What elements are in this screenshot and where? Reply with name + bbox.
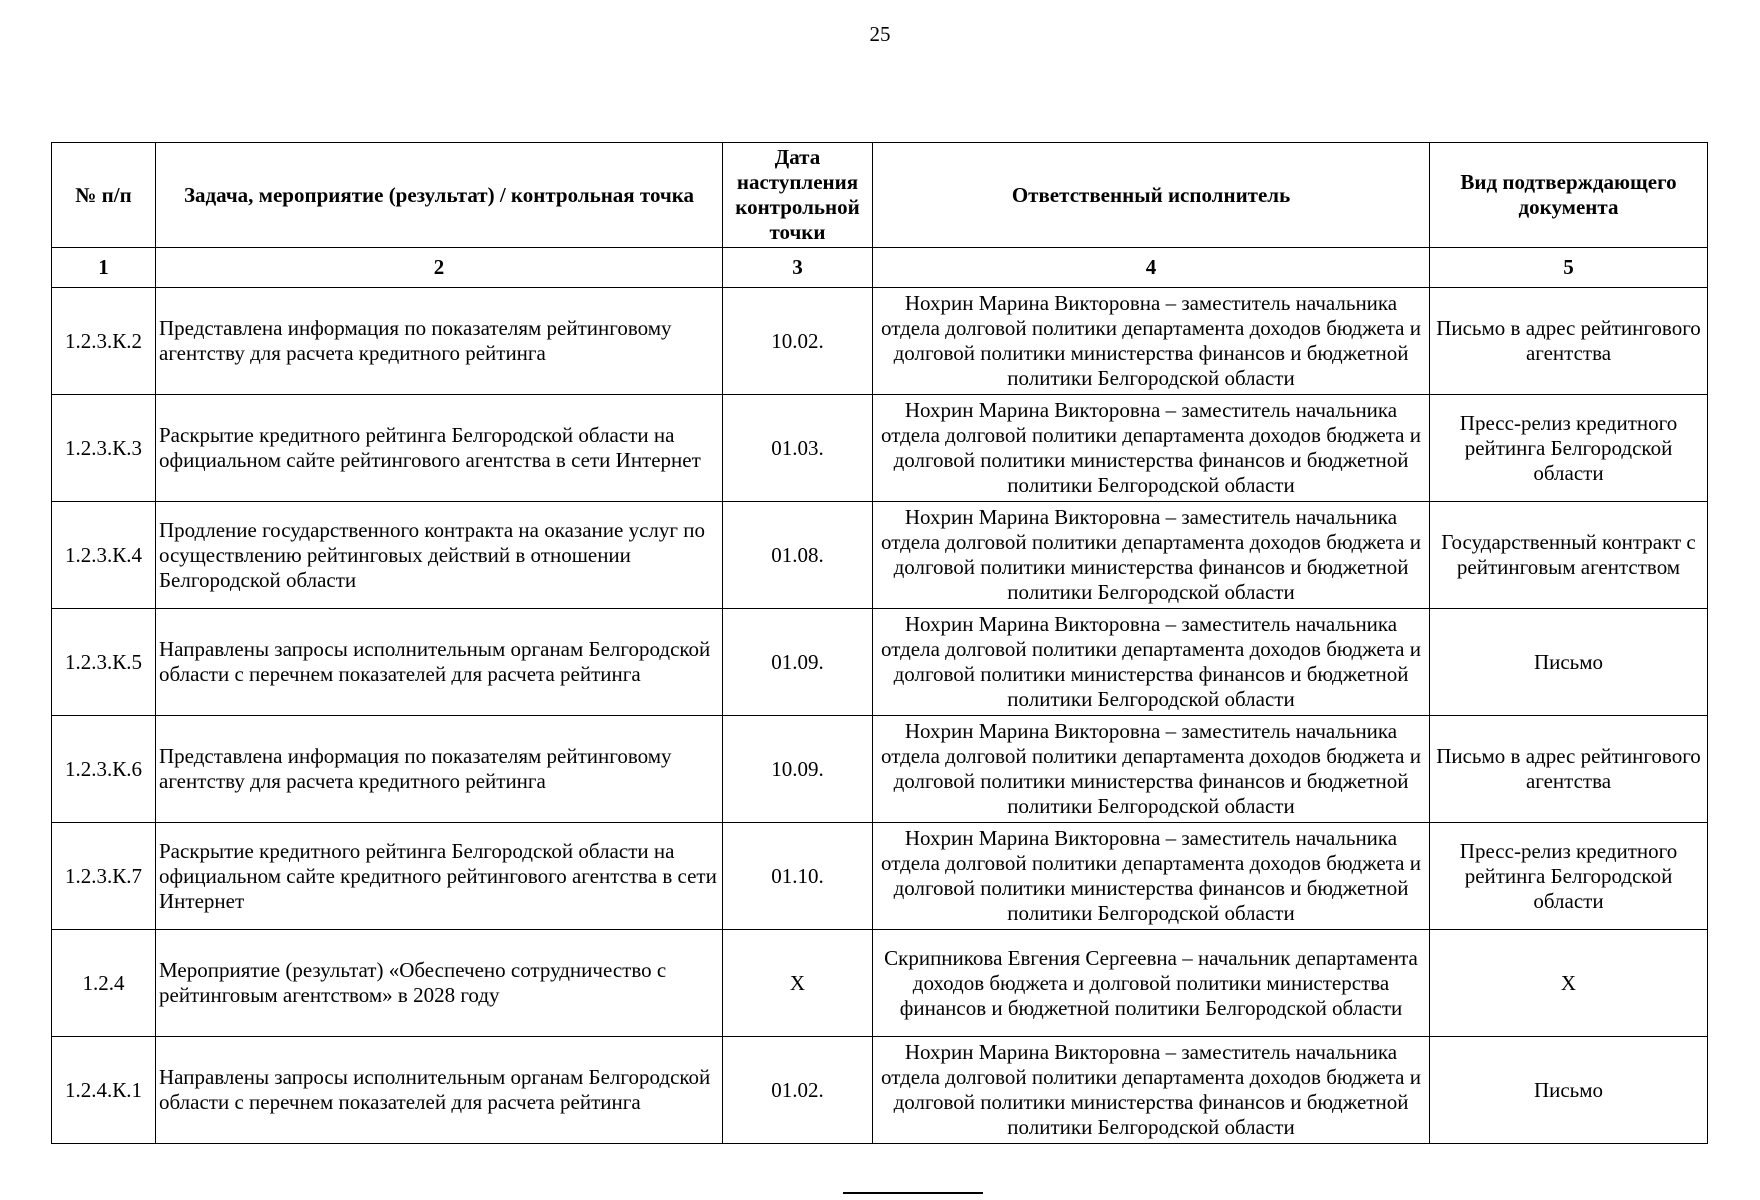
column-number: 5: [1430, 248, 1708, 288]
column-number: 2: [156, 248, 723, 288]
row-number: 1.2.3.К.3: [52, 395, 156, 502]
row-document: Письмо в адрес рейтингового агентства: [1430, 288, 1708, 395]
row-date: 10.02.: [723, 288, 873, 395]
header-date: Дата наступления контрольной точки: [723, 143, 873, 248]
row-date: 10.09.: [723, 716, 873, 823]
row-number: 1.2.3.К.2: [52, 288, 156, 395]
footer-divider: [843, 1192, 983, 1194]
row-document: Государственный контракт с рейтинговым агентством: [1430, 502, 1708, 609]
row-document: Письмо: [1430, 1037, 1708, 1144]
row-task: Направлены запросы исполнительным органам Белгородской области с перечнем показателей для расчета рейтинга: [156, 609, 723, 716]
table-header-row: [52, 143, 1708, 248]
column-number: 3: [723, 248, 873, 288]
table-row: [52, 1037, 1708, 1144]
column-number: 1: [52, 248, 156, 288]
table-row: [52, 502, 1708, 609]
row-number: 1.2.4.К.1: [52, 1037, 156, 1144]
row-date: 01.09.: [723, 609, 873, 716]
header-document: Вид подтверждающего документа: [1430, 143, 1708, 248]
row-date: 01.08.: [723, 502, 873, 609]
row-document: X: [1430, 930, 1708, 1037]
row-task: Раскрытие кредитного рейтинга Белгородской области на официальном сайте рейтингового агентства в сети Интернет: [156, 395, 723, 502]
row-responsible: Скрипникова Евгения Сергеевна – начальник департамента доходов бюджета и долговой политики министерства финансов и бюджетной политики Белгородской области: [873, 930, 1430, 1037]
row-task: Продление государственного контракта на оказание услуг по осуществлению рейтинговых действий в отношении Белгородской области: [156, 502, 723, 609]
row-document: Пресс-релиз кредитного рейтинга Белгородской области: [1430, 395, 1708, 502]
row-date: 01.03.: [723, 395, 873, 502]
column-numbers-row: [52, 248, 1708, 288]
row-task: Раскрытие кредитного рейтинга Белгородской области на официальном сайте кредитного рейтингового агентства в сети Интернет: [156, 823, 723, 930]
row-document: Письмо: [1430, 609, 1708, 716]
page-number: 25: [869, 22, 891, 46]
row-responsible: Нохрин Марина Викторовна – заместитель начальника отдела долговой политики департамента доходов бюджета и долговой политики министерства финансов и бюджетной политики Белгородской области: [873, 502, 1430, 609]
row-responsible: Нохрин Марина Викторовна – заместитель начальника отдела долговой политики департамента доходов бюджета и долговой политики министерства финансов и бюджетной политики Белгородской области: [873, 716, 1430, 823]
row-document: Письмо в адрес рейтингового агентства: [1430, 716, 1708, 823]
row-number: 1.2.3.К.4: [52, 502, 156, 609]
table-row: [52, 609, 1708, 716]
row-date: 01.10.: [723, 823, 873, 930]
table-row: [52, 288, 1708, 395]
row-document: Пресс-релиз кредитного рейтинга Белгородской области: [1430, 823, 1708, 930]
table-row: [52, 716, 1708, 823]
row-task: Направлены запросы исполнительным органам Белгородской области с перечнем показателей для расчета рейтинга: [156, 1037, 723, 1144]
row-task: Мероприятие (результат) «Обеспечено сотрудничество с рейтинговым агентством» в 2028 году: [156, 930, 723, 1037]
table-row: [52, 395, 1708, 502]
row-number: 1.2.3.К.5: [52, 609, 156, 716]
row-task: Представлена информация по показателям рейтинговому агентству для расчета кредитного рейтинга: [156, 288, 723, 395]
row-number: 1.2.3.К.7: [52, 823, 156, 930]
row-responsible: Нохрин Марина Викторовна – заместитель начальника отдела долговой политики департамента доходов бюджета и долговой политики министерства финансов и бюджетной политики Белгородской области: [873, 609, 1430, 716]
header-responsible: Ответственный исполнитель: [873, 143, 1430, 248]
header-number: № п/п: [52, 143, 156, 248]
column-number: 4: [873, 248, 1430, 288]
table-row: [52, 823, 1708, 930]
row-date: 01.02.: [723, 1037, 873, 1144]
row-responsible: Нохрин Марина Викторовна – заместитель начальника отдела долговой политики департамента доходов бюджета и долговой политики министерства финансов и бюджетной политики Белгородской области: [873, 288, 1430, 395]
row-number: 1.2.3.К.6: [52, 716, 156, 823]
row-date: X: [723, 930, 873, 1037]
row-number: 1.2.4: [52, 930, 156, 1037]
row-responsible: Нохрин Марина Викторовна – заместитель начальника отдела долговой политики департамента доходов бюджета и долговой политики министерства финансов и бюджетной политики Белгородской области: [873, 823, 1430, 930]
row-responsible: Нохрин Марина Викторовна – заместитель начальника отдела долговой политики департамента доходов бюджета и долговой политики министерства финансов и бюджетной политики Белгородской области: [873, 395, 1430, 502]
row-task: Представлена информация по показателям рейтинговому агентству для расчета кредитного рейтинга: [156, 716, 723, 823]
control-points-table: [51, 142, 1708, 1144]
header-task: Задача, мероприятие (результат) / контрольная точка: [156, 143, 723, 248]
table-row: [52, 930, 1708, 1037]
row-responsible: Нохрин Марина Викторовна – заместитель начальника отдела долговой политики департамента доходов бюджета и долговой политики министерства финансов и бюджетной политики Белгородской области: [873, 1037, 1430, 1144]
